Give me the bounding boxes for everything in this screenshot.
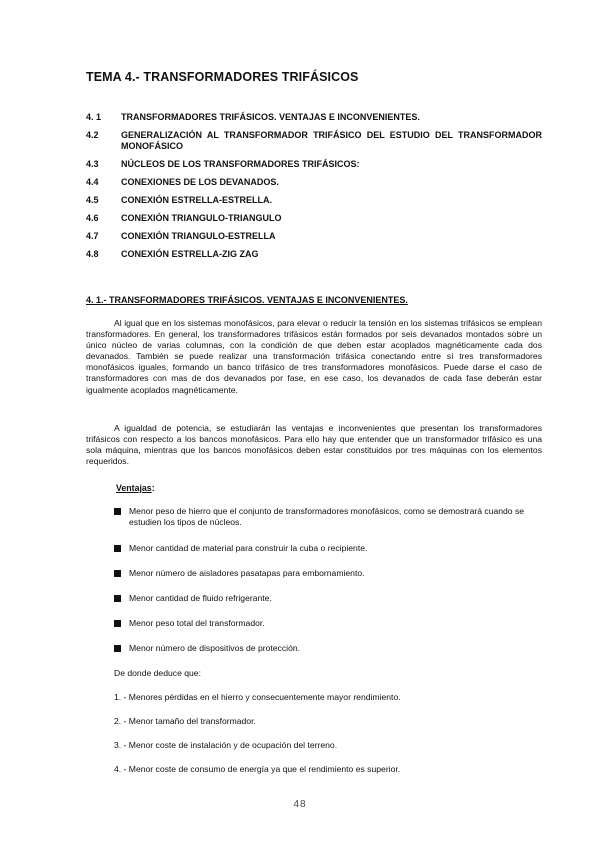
list-item [114, 593, 542, 604]
toc-number: 4.5 [86, 194, 99, 205]
toc-item [86, 159, 542, 170]
list-item [114, 643, 542, 654]
paragraph-text: Al igual que en los sistemas monofásicos, para elevar o reducir la tensión en los sistemas trifásicos se emplean transformadores. En general, los transformadores trifásicos están formados por seis devanados montados sobre un único núcleo de varias columnas, con la condición de que deben estar acoplados magnéticamente cada dos devanados. También se puede realizar una transformación trifásica conectando entre sí tres transformadores monofásicos iguales, formando un banco trifásico de tres transformadores monofásicos. Puede darse el caso de transformadores con mas de dos devanados por fase, en ese caso, los devanados de cada fase deberán estar igualmente acoplados magnéticamente. [86, 318, 542, 395]
toc-number: 4.3 [86, 158, 99, 169]
paragraph [86, 423, 542, 467]
list-item [114, 543, 542, 554]
toc-item [86, 177, 542, 188]
paragraph [86, 318, 542, 396]
square-bullet-icon [114, 570, 121, 577]
toc-item [86, 112, 542, 123]
toc-number: 4.6 [86, 212, 99, 223]
toc-text: GENERALIZACIÓN AL TRANSFORMADOR TRIFÁSICO DEL ESTUDIO DEL TRANSFORMADOR MONOFÁSICO [121, 130, 542, 151]
toc-text: CONEXIONES DE LOS DEVANADOS. [121, 176, 279, 187]
table-of-contents [86, 112, 542, 267]
list-item-text: Menor cantidad de material para construir la cuba o recipiente. [129, 543, 368, 553]
deduction-item: 4. - Menor coste de consumo de energía ya que el rendimiento es superior. [114, 764, 401, 774]
toc-number: 4.8 [86, 249, 99, 260]
square-bullet-icon [114, 545, 121, 552]
toc-text: NÚCLEOS DE LOS TRANSFORMADORES TRIFÁSICOS: [121, 158, 360, 169]
square-bullet-icon [114, 508, 121, 515]
toc-item [86, 231, 542, 242]
ventajas-colon: : [151, 483, 155, 493]
list-item-text: Menor número de dispositivos de protección. [129, 643, 301, 653]
toc-text: CONEXIÓN ESTRELLA-ZIG ZAG [121, 249, 259, 260]
toc-item [86, 130, 542, 151]
toc-item [86, 195, 542, 206]
toc-text: CONEXIÓN ESTRELLA-ESTRELLA. [121, 194, 273, 205]
deduction-item: 2. - Menor tamaño del transformador. [114, 716, 256, 726]
toc-number: 4. 1 [86, 112, 102, 122]
toc-number: 4.4 [86, 176, 99, 187]
list-item [114, 618, 542, 629]
square-bullet-icon [114, 595, 121, 602]
toc-number: 4.2 [86, 130, 99, 141]
toc-text: CONEXIÓN TRIANGULO-ESTRELLA [121, 231, 276, 242]
section-heading: 4. 1.- TRANSFORMADORES TRIFÁSICOS. VENTAJAS E INCONVENIENTES. [86, 295, 408, 305]
deduction-item: 3. - Menor coste de instalación y de ocupación del terreno. [114, 740, 338, 750]
page-title: TEMA 4.- TRANSFORMADORES TRIFÁSICOS [86, 70, 359, 84]
deduction-item: 1. - Menores pérdidas en el hierro y consecuentemente mayor rendimiento. [114, 692, 401, 702]
square-bullet-icon [114, 645, 121, 652]
paragraph-text: A igualdad de potencia, se estudiarán las ventajas e inconvenientes que presentan los transformadores trifásicos con respecto a los bancos monofásicos. Para ello hay que entender que un transformador trifásico es una sola máquina, mientras que los bancos monofásicos deben estar constituidos por tres máquinas con los elementos requeridos. [86, 423, 542, 467]
list-item-text: Menor número de aisladores pasatapas para embornamiento. [129, 568, 365, 578]
list-item-text: Menor peso total del transformador. [129, 618, 265, 628]
ventajas-label-text: Ventajas [116, 483, 152, 493]
toc-text: TRANSFORMADORES TRIFÁSICOS. VENTAJAS E INCONVENIENTES. [121, 112, 420, 122]
ventajas-label [116, 483, 155, 493]
list-item-text: Menor cantidad de fluido refrigerante. [129, 593, 272, 603]
toc-item [86, 249, 542, 260]
list-item-text: Menor peso de hierro que el conjunto de transformadores monofásicos, como se demostrará cuando se estudien los tipos de núcleos. [129, 506, 525, 528]
square-bullet-icon [114, 620, 121, 627]
toc-number: 4.7 [86, 231, 99, 242]
page-number: 48 [293, 799, 307, 810]
list-item [114, 568, 542, 579]
toc-text: CONEXIÓN TRIANGULO-TRIANGULO [121, 212, 282, 223]
deduce-intro: De donde deduce que: [114, 668, 201, 678]
list-item [114, 506, 542, 528]
toc-item [86, 213, 542, 224]
